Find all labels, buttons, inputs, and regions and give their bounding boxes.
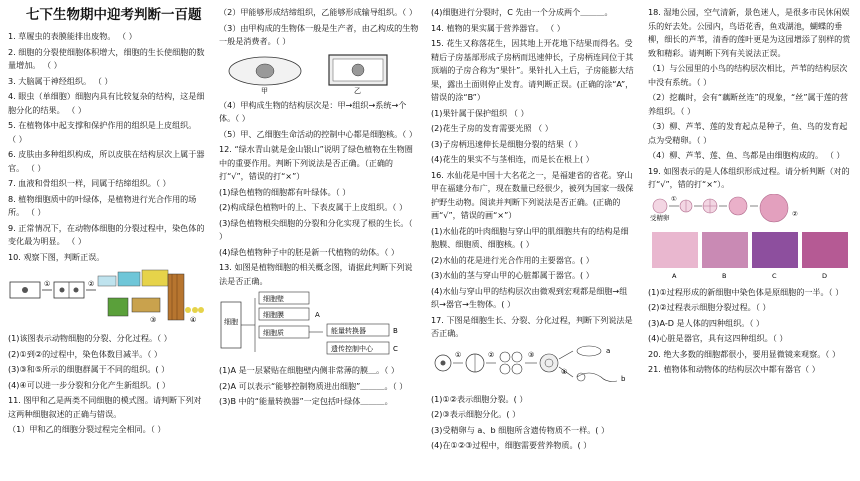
question-item: 11. 图甲和乙是两类不同细胞的模式图。请判断下列对这两种细胞叙述的正确与错误。 [8,395,202,419]
concept-box-3: 细胞质 [263,329,284,337]
fig17-label-a: a [606,346,611,355]
question-item: (1)①②表示细胞分裂。( ） [431,393,528,404]
question-item: (4)④可以进一步分裂和分化产生新组织。( ） [8,379,171,390]
question-list [8,332,206,437]
question-item: (1)果针属于保护组织 （ ） [431,107,529,118]
question-item: (2)水仙的花是进行光合作用的主要器官。( ） [431,254,594,265]
tissue-a-label: A [672,271,677,280]
question-item: 21. 植物体和动物体的结构层次中都有器官（ ） [648,364,820,374]
cell-growth-figure [431,343,634,389]
question-item: (2)①到②的过程中，染色体数目减半。（ ） [8,348,163,359]
question-item: 6. 皮肤由多种组织构成，所以皮肤在结构层次上属于器官。 （ ） [8,149,205,173]
tissue-b-label: B [722,271,727,280]
question-item: (2)花生子房的发育需要光照 （ ） [431,123,553,133]
question-item: （4）甲构成生物的结构层次是：甲→组织→系统→个体。（ ） [219,99,407,123]
cell-model-figure [219,51,419,95]
question-item: 20. 绝大多数的细胞都很小，要用显微镜来观察。（ ） [648,348,841,359]
question-item: (4)绿色植物种子中的胚是新一代植物的幼体。（ ） [219,246,399,257]
question-item: (4)心脏是器官，具有这四种组织。（ ） [648,333,788,343]
concept-letter-a: A [315,311,320,319]
question-item: 18. 湿地公园，空气清新，景色迷人，是很多市民休闲娱乐的好去处。公园内，鸟语花香，鱼戏湖池，蝴蝶的垂柳，细长的芦苇，清香的莲叶更是为这园增添了别样的赏致和精彩。请判断下列有关说法正误。 [648,7,851,58]
question-item: （3）柳、芦苇、莲的发育起点是种子，鱼、鸟的发育起点为受精卵。（ ） [648,121,848,145]
question-item: (3)受精卵与 a、b 细胞所含遗传物质不一样。( ） [431,424,610,435]
question-list [648,286,853,377]
concept-box-2: 细胞膜 [263,311,284,319]
question-list [219,364,419,409]
question-item: (1)绿色植物的细胞都有叶绿体。（ ） [219,186,351,197]
column-2 [219,6,419,411]
concept-letter-b: B [393,327,398,335]
question-list [219,99,419,289]
question-list [431,6,634,341]
question-list [431,393,634,453]
fig17-label-2: ② [488,350,495,359]
fig19-label-2: ② [792,209,798,218]
concept-box-1: 细胞壁 [263,295,284,303]
question-item: 19. 如图表示的是人体组织形成过程。请分析判断（对的打“√”，错的打“×”）。 [648,165,850,189]
tissue-c-label: C [772,271,777,280]
question-item: (2)③表示细胞分化。( ） [431,409,521,419]
question-item: (1)A 是一层紧贴在细胞壁内侧非常薄的膜＿。（ ） [219,365,399,375]
question-item: （4）柳、芦苇、莲、鱼、鸟都是由细胞构成的。 （ ） [648,150,845,160]
question-item: (2)A 可以表示“能够控制物质进出细胞”＿＿＿。（ ） [219,380,408,391]
column-4 [648,6,853,379]
question-item: (3)子房柄迅速伸长是细胞分裂的结果（ ） [431,138,583,149]
cell-label-jia: 甲 [261,86,268,95]
fig19-label-1: ① [671,194,677,203]
question-item: （2）挖藕时，会有“藕断丝连”的现象，“丝”属于莲的营养组织。（ ） [648,92,848,116]
fig17-label-b: b [621,374,626,383]
fig17-label-3: ③ [528,350,535,359]
question-item: 16. 水仙花是中国十大名花之一，是福建省的省花。穿山甲在福建分布广，现在数量已经很少，被列为国家一级保护野生动物。阅读并判断下列说法是否正确。(正确的画“√”，错误的画“×”） [431,169,634,220]
concept-map-figure [219,290,419,360]
question-item: 12. “绿水青山就是金山银山”说明了绿色植物在生物圈中的重要作用。判断下列说法是否正确。（正确的打“√”，错误的打“×”） [219,144,413,181]
question-item: 9. 正常情况下，在动物体细胞的分裂过程中，染色体的变化最为明显。 （ ） [8,222,205,246]
question-item: 15. 花生又称落花生，因其地上开花地下结果而得名。受精后子房基部形成子房柄而迅速伸长，子房柄连同位于其顶端的子房合称为“果针”。果针扎入土后，子房能膨大结果，露出土面则停止发育。请判断正误。(正确的涂“A”，错误的涂“B”） [431,38,634,102]
fig19-label-zygote: 受精卵 [650,213,670,222]
question-item: 7. 血液和骨组织一样，同属于结缔组织。（ ） [8,178,171,188]
concept-root: 细胞 [224,318,238,326]
cell-division-figure [8,266,206,328]
question-item: (2)构成绿色植物叶的上、下表皮属于上皮组织。（ ） [219,202,408,212]
question-item: (3)绿色植物根尖细胞的分裂和分化实现了根的生长。（ ） [219,217,413,241]
concept-box-4: 能量转换器 [331,327,366,335]
question-list [219,6,419,49]
page-title: 七下生物期中迎考判断一百题 [26,7,202,23]
tissue-formation-figure [648,194,853,282]
column-3 [431,6,634,455]
question-item: (4)水仙与穿山甲的结构层次由微观到宏观都是细胞→组织→器官→生物体。( ） [431,285,628,309]
concept-box-5: 遗传控制中心 [331,345,373,353]
question-item: (1)①过程形成的新细胞中染色体是原细胞的一半。（ ） [648,286,844,297]
question-item: （1）甲和乙的细胞分裂过程完全相同。（ ） [8,424,166,434]
question-item: （2）甲能够形成结缔组织，乙能够形成输导组织。（ ） [219,7,417,17]
column-1 [8,6,206,439]
question-item: （5）甲、乙细胞生命活动的控制中心都是细胞核。（ ） [219,128,417,139]
concept-letter-c: C [393,345,398,353]
fig10-label-2: ② [88,280,95,288]
cell-label-yi: 乙 [354,86,361,95]
question-item: 4. 眼虫（单细胞）细胞内具有比较复杂的结构，这是细胞分化的结果。 （ ） [8,91,205,115]
question-item: 10. 观察下图，判断正误。 [8,251,105,262]
fig10-label-3: ③ [150,316,157,324]
question-list [648,6,853,192]
question-list [8,30,206,264]
question-item: (3)A-D 是人体的四种组织。（ ） [648,317,765,328]
question-item: (3)③和⑤所示的细胞群属于不同的组织。( ） [8,364,170,374]
question-item: 13. 如图是植物细胞的相关概念图，请据此判断下列说法是否正确。 [219,262,413,286]
question-item: 17. 下图是细胞生长、分裂、分化过程，判断下列说法是否正确。 [431,314,633,338]
question-item: (4)花生的果实不与茎相连，而是长在根上( ） [431,154,594,164]
fig10-label-1: ① [44,280,51,288]
question-item: 14. 植物的果实属于营养器官。 （ ） [431,22,565,33]
tissue-d-label: D [822,271,828,280]
question-item: (4)在①②③过程中，细胞需要营养物质。( ） [431,440,592,450]
question-item: (3)B 中的“能量转换器”一定包括叶绿体＿＿＿。 [219,396,393,406]
question-item: (4)细胞进行分裂时，C 先由一个分成两个＿＿＿。 [431,7,613,17]
question-item: （3）由甲构成的生物体一般是生产者，由乙构成的生物一般是消费者。（ ） [219,22,419,46]
question-item: 5. 在植物体中起支撑和保护作用的组织是上皮组织。 （ ） [8,120,197,144]
question-item: (3)水仙的茎与穿山甲的心脏都属于器官。( ） [431,270,594,280]
question-item: 1. 草履虫的表膜能排出废物。 （ ） [8,31,137,41]
fig17-label-4: ④ [561,367,568,376]
question-item: (1)水仙花的叶肉细胞与穿山甲的肌细胞共有的结构是细胞膜、细胞质、细胞核。( ） [431,225,629,249]
question-item: (1)该图表示动物细胞的分裂、分化过程。（ ） [8,333,172,343]
question-item: 8. 植物细胞质中的叶绿体，是植物进行光合作用的场所。 （ ） [8,193,197,217]
question-item: (2)②过程表示细胞分裂过程。（ ） [648,302,771,312]
question-item: （1）与公园里的小鸟的结构层次相比，芦苇的结构层次中没有系统。（ ） [648,63,848,87]
fig10-label-4: ④ [190,316,197,324]
fig17-label-1: ① [455,350,462,359]
question-item: 3. 大脑属于神经组织。 （ ） [8,75,113,86]
question-item: 2. 细胞的分裂使细胞体积增大，细胞的生长使细胞的数量增加。 （ ） [8,46,205,70]
